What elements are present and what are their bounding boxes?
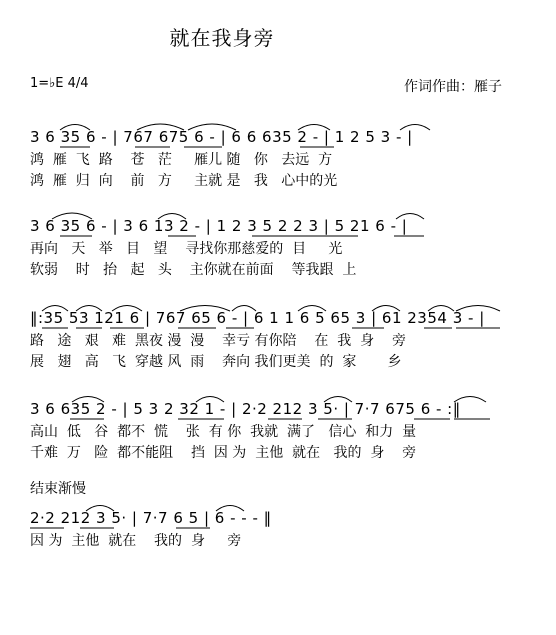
music-system-1 — [30, 124, 545, 192]
key-signature: 1=♭E 4/4 — [30, 76, 89, 91]
music-system-2 — [30, 213, 545, 281]
notation-line: 3 6 35 6 - | 767 675 6 - | 6 6 635 2 - | 1 2 5 3 - | — [30, 128, 413, 146]
lyric-line-verse-1: 高山 低 谷 都不 慌 张 有 你 我就 满了 信心 和力 量 — [30, 424, 417, 440]
lyric-line: 因 为 主他 就在 我的 身 旁 — [30, 533, 242, 549]
lyric-line-verse-1: 路 途 艰 难 黑夜 漫 漫 幸亏 有你陪 在 我 身 旁 — [30, 333, 406, 349]
lyric-line-verse-2: 千难 万 险 都不能阻 挡 因 为 主他 就在 我的 身 旁 — [30, 445, 417, 461]
ending-instruction: 结束渐慢 — [30, 481, 86, 497]
lyric-line-verse-1: 鸿 雁 飞 路 苍 茫 雁儿 随 你 去远 方 — [30, 152, 333, 168]
notation-line: 3 6 35 6 - | 3 6 13 2 - | 1 2 3 5 2 2 3 | 5 21 6 - | — [30, 217, 408, 235]
credit-line: 作词作曲：雁子 — [404, 79, 502, 95]
notation-line: ‖:35 53 121 6 | 767 65 6 - | 6 1 1 6 5 65 3 | 61 2354 3 - | — [30, 309, 485, 327]
lyric-line-verse-2: 鸿 雁 归 向 前 方 主就 是 我 心中的光 — [30, 173, 338, 189]
notation-line: 3 6 635 2 - | 5 3 2 32 1 - | 2·2 212 3 5· | 7·7 675 6 - :‖ — [30, 400, 461, 418]
lyric-line-verse-1: 再向 天 举 目 望 寻找你那慈爱的 目 光 — [30, 241, 343, 257]
lyric-line-verse-2: 展 翅 高 飞 穿越 风 雨 奔向 我们更美 的 家 乡 — [30, 354, 402, 370]
music-system-5 — [30, 505, 545, 552]
music-system-3 — [30, 305, 545, 373]
notation-line: 2·2 212 3 5· | 7·7 6 5 | 6 - - - ‖ — [30, 509, 272, 527]
music-system-4 — [30, 396, 545, 464]
song-title: 就在我身旁 — [169, 26, 275, 50]
lyric-line-verse-2: 软弱 时 抬 起 头 主你就在前面 等我跟 上 — [30, 262, 357, 278]
